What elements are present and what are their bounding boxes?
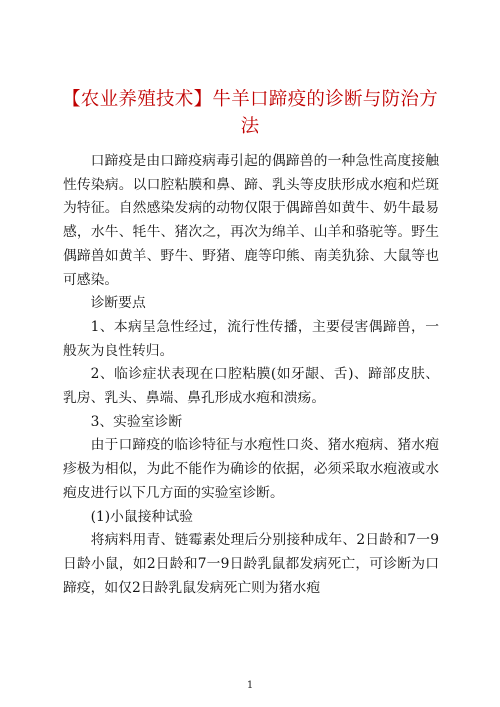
paragraph-lab-diagnosis: 由于口蹄疫的临诊特征与水疱性口炎、猪水疱病、猪水疱疹极为相似，为此不能作为确诊的依据，必须采取水疱液或水疱皮进行以下几方面的实验室诊断。 — [63, 437, 439, 501]
page-number: 1 — [246, 680, 254, 691]
paragraph-mouse-test: 将病料用青、链霉素处理后分别接种成年、2日龄和7一9日龄小鼠，如2日龄和7一9日龄乳鼠都发病死亡，可诊断为口蹄疫，如仅2日龄乳鼠发病死亡则为猪水疱 — [63, 532, 439, 596]
paragraph-mouse-test-heading: (1)小鼠接种试验 — [90, 508, 193, 525]
paragraph-point-1: 1、本病呈急性经过，流行性传播，主要侵害偶蹄兽，一般灰为良性转归。 — [63, 318, 439, 359]
paragraph-diagnosis-heading: 诊断要点 — [90, 295, 146, 312]
document-title: 【农业养殖技术】牛羊口蹄疫的诊断与防治方法 — [62, 89, 439, 137]
paragraph-point-2: 2、临诊症状表现在口腔粘膜(如牙龈、舌)、蹄部皮肤、乳房、乳头、鼻端、鼻孔形成水疱和溃疡。 — [63, 366, 439, 407]
paragraph-intro: 口蹄疫是由口蹄疫病毒引起的偶蹄兽的一种急性高度接触性传染病。以口腔粘膜和鼻、蹄、乳头等皮肤形成水疱和烂斑为特征。自然感染发病的动物仅限于偶蹄兽如黄牛、奶牛最易感，水牛、牦牛、猪次之，再次为绵羊、山羊和骆驼等。野生偶蹄兽如黄羊、野牛、野猪、鹿等印熊、南美犰狳、大鼠等也可感染。 — [63, 153, 439, 288]
paragraph-point-3-heading: 3、实验室诊断 — [90, 413, 183, 430]
document-body — [63, 150, 439, 600]
